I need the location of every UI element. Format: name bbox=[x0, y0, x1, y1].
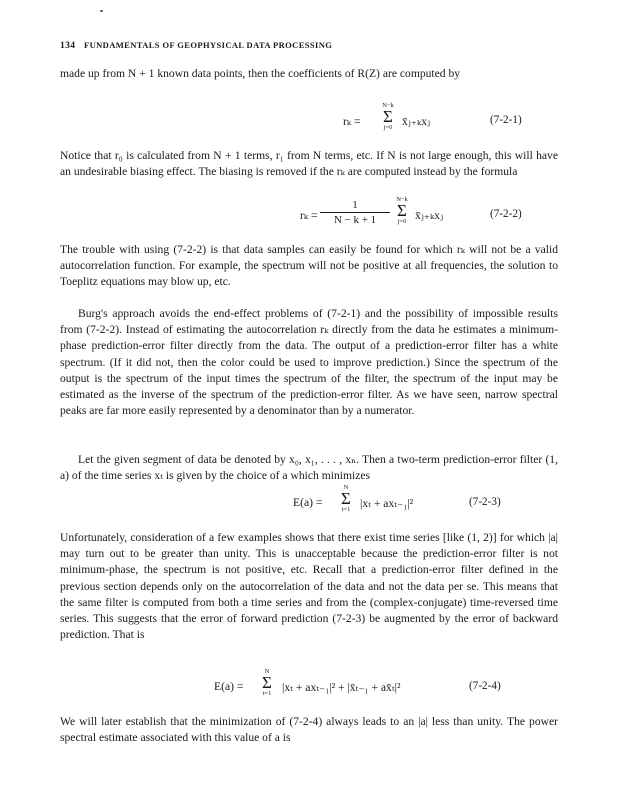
eq4-number: (7-2-4) bbox=[469, 680, 501, 692]
scan-mark bbox=[100, 10, 103, 12]
page-number: 134 bbox=[60, 41, 76, 51]
eq2-lhs: rₖ = bbox=[300, 209, 318, 222]
paragraph-4: Burg's approach avoids the end-effect problems of (7-2-1) and the possibility of impossible results from (7-2-2). Instead of estimating the autocorrelation rₖ directly from the data he estimates a minimum-phase prediction-error filter directly from the data. The output of a prediction-error filter has a white spectrum. (If it did not, then the color could be used to improve prediction.) Since the spectrum of the output is the spectrum of the input times the spectrum of the filter, the spectrum of the input may be estimated as the inverse of the spectrum of the prediction-error filter. As we have seen, narrow spectral peaks are far more easily represented by a denominator than by a numerator. bbox=[60, 307, 558, 418]
eq3-rhs: |xₜ + axₜ₋₁|² bbox=[360, 497, 414, 510]
equation-7-2-2 bbox=[0, 196, 617, 236]
eq4-rhs: |xₜ + axₜ₋₁|² + |x̄ₜ₋₁ + ax̄ₜ|² bbox=[282, 681, 401, 694]
eq4-lhs: E(a) = bbox=[214, 680, 244, 693]
eq1-rhs: x̄ⱼ₊ₖxⱼ bbox=[402, 115, 431, 128]
paragraph-2: Notice that r₀ is calculated from N + 1 terms, r₁ from N terms, etc. If N is not large enough, this will have an undesirable biasing effect. The biasing is removed if the rₖ are computed instead by the formula bbox=[60, 149, 558, 179]
eq2-fraction: $\frac{1}{N - k + 1}$ bbox=[320, 198, 390, 227]
paragraph-7: We will later establish that the minimization of (7-2-4) always leads to an |a| less than unity. The power spectral estimate associated with this value of a is bbox=[60, 715, 558, 745]
paragraph-6: Unfortunately, consideration of a few examples shows that there exist time series [like (1, 2)] for which |a| may turn out to be greater than unity. This is unacceptable because the prediction-error filter is not minimum-phase, the spectrum is not positive, etc. Recall that a prediction-error filter defined in the previous section depends only on the autocorrelation of the data and not the data per se. This means that the same filter is computed from both a time series and from the (complex-conjugate) time-reversed time series. This suggests that the error of forward prediction (7-2-3) be augmented by the error of backward prediction. That is bbox=[60, 531, 558, 642]
running-title: FUNDAMENTALS OF GEOPHYSICAL DATA PROCESSING bbox=[83, 40, 333, 50]
eq2-rhs: x̄ⱼ₊ₖxⱼ bbox=[415, 209, 444, 222]
equation-7-2-4 bbox=[0, 668, 617, 708]
eq3-lhs: E(a) = bbox=[293, 496, 323, 509]
equation-7-2-3 bbox=[0, 484, 617, 524]
eq1-summation: N−k Σ j=0 bbox=[382, 102, 394, 131]
paragraph-5: Let the given segment of data be denoted by x₀, x₁, . . . , xₙ. Then a two-term prediction-error filter (1, a) of the time series xₜ is given by the choice of a which minimizes bbox=[60, 453, 558, 483]
running-header bbox=[60, 40, 560, 51]
eq1-lhs: rₖ = bbox=[343, 115, 361, 128]
eq1-number: (7-2-1) bbox=[490, 114, 522, 126]
eq3-number: (7-2-3) bbox=[469, 496, 501, 508]
equation-7-2-1 bbox=[0, 102, 617, 142]
paragraph-3: The trouble with using (7-2-2) is that data samples can easily be found for which rₖ will not be a valid autocorrelation function. For example, the spectrum will not be positive at all frequencies, the solution to Toeplitz equations may blow up, etc. bbox=[60, 243, 558, 289]
paragraph-1: made up from N + 1 known data points, then the coefficients of R(Z) are computed by bbox=[60, 67, 461, 80]
eq3-summation: N Σ t=1 bbox=[341, 484, 351, 513]
eq2-summation: N−k Σ j=0 bbox=[396, 196, 408, 225]
eq4-summation: N Σ t=1 bbox=[262, 668, 272, 697]
eq2-number: (7-2-2) bbox=[490, 208, 522, 220]
